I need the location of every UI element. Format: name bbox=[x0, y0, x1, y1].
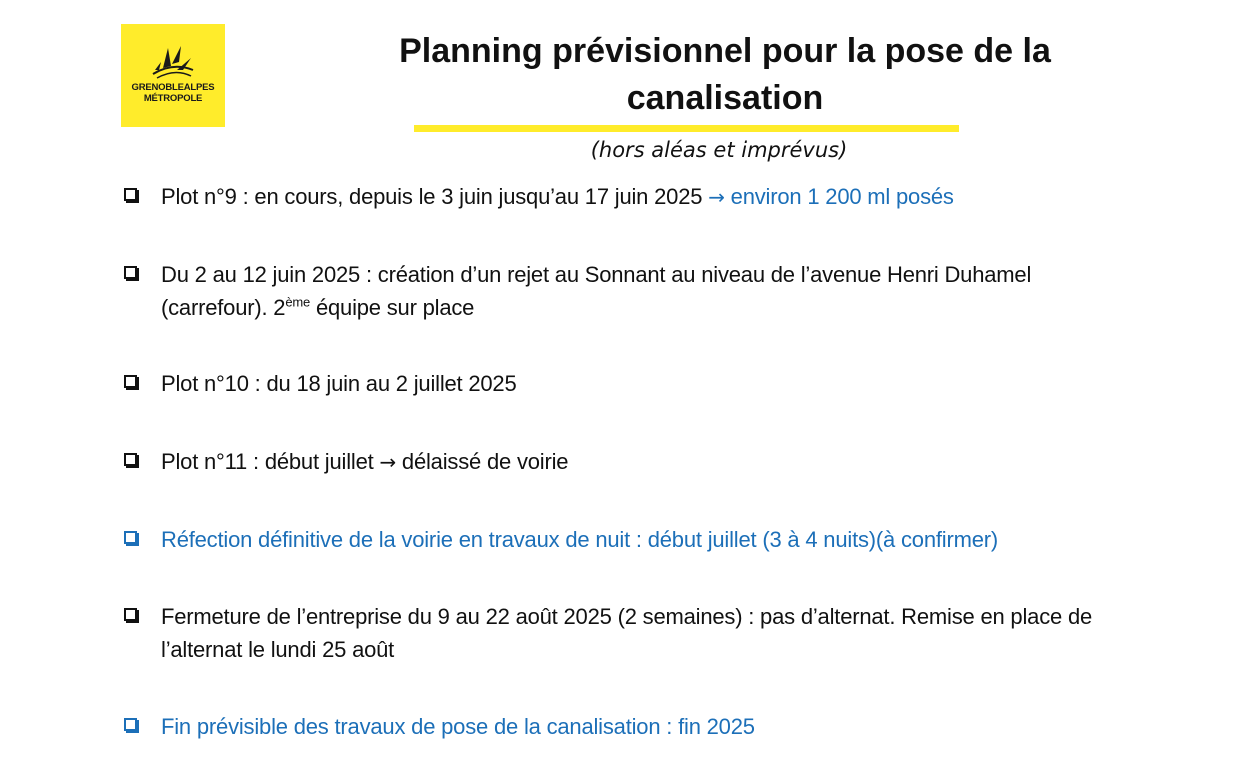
item-text: Réfection définitive de la voirie en travaux de nuit : début juillet (3 à 4 nuits)(à confirmer) bbox=[161, 527, 998, 552]
logo-text-line1: GRENOBLEALPES bbox=[131, 82, 215, 93]
checkbox-bullet-icon bbox=[124, 266, 137, 279]
list-item-refection-voirie bbox=[124, 523, 1134, 556]
list-item-rejet-sonnant bbox=[124, 258, 1134, 324]
arrow-right-icon: → bbox=[708, 185, 725, 209]
item-text: Plot n°11 : début juillet bbox=[161, 449, 380, 474]
list-item-plot-9 bbox=[124, 180, 1134, 214]
list-item-plot-11 bbox=[124, 445, 1134, 479]
title-underline bbox=[414, 125, 959, 132]
page-subtitle: (hors aléas et imprévus) bbox=[590, 138, 848, 162]
list-item-fin-travaux bbox=[124, 710, 1134, 743]
checkbox-bullet-icon bbox=[124, 188, 137, 201]
checkbox-bullet-icon bbox=[124, 375, 137, 388]
item-text: Plot n°10 : du 18 juin au 2 juillet 2025 bbox=[161, 371, 517, 396]
checkbox-bullet-icon bbox=[124, 453, 137, 466]
page-title-line2: canalisation bbox=[626, 79, 824, 117]
item-text-cont: délaissé de voirie bbox=[396, 449, 569, 474]
page-title bbox=[340, 28, 1110, 122]
arrow-right-icon: → bbox=[379, 450, 397, 474]
page-title-block bbox=[340, 28, 1110, 122]
item-text: Fermeture de l’entreprise du 9 au 22 août 2025 (2 semaines) : pas d’alternat. Remise en place de l’alternat le lundi 25 août bbox=[161, 604, 1093, 662]
item-text: Fin prévisible des travaux de pose de la canalisation : fin 2025 bbox=[161, 714, 755, 739]
checkbox-bullet-icon bbox=[124, 531, 137, 544]
page-title-line1: Planning prévisionnel pour la pose de la bbox=[399, 32, 1051, 70]
item-text: Plot n°9 : en cours, depuis le 3 juin jusqu’au 17 juin 2025 bbox=[161, 184, 709, 209]
checkbox-bullet-icon bbox=[124, 608, 137, 621]
grenoble-alpes-metropole-logo bbox=[121, 24, 225, 127]
list-item-fermeture-entreprise bbox=[124, 600, 1134, 666]
item-text-cont: équipe sur place bbox=[310, 295, 475, 320]
item-highlight: environ 1 200 ml posés bbox=[724, 184, 954, 209]
item-superscript: ème bbox=[285, 294, 311, 310]
list-item-plot-10 bbox=[124, 367, 1134, 400]
metropole-logo-mark-icon bbox=[151, 40, 195, 80]
item-text: Du 2 au 12 juin 2025 : création d’un rejet au Sonnant au niveau de l’avenue Henri Duhamel (carrefour). 2 bbox=[161, 262, 1032, 320]
logo-text-line2: MÉTROPOLE bbox=[143, 93, 203, 104]
checkbox-bullet-icon bbox=[124, 718, 137, 731]
